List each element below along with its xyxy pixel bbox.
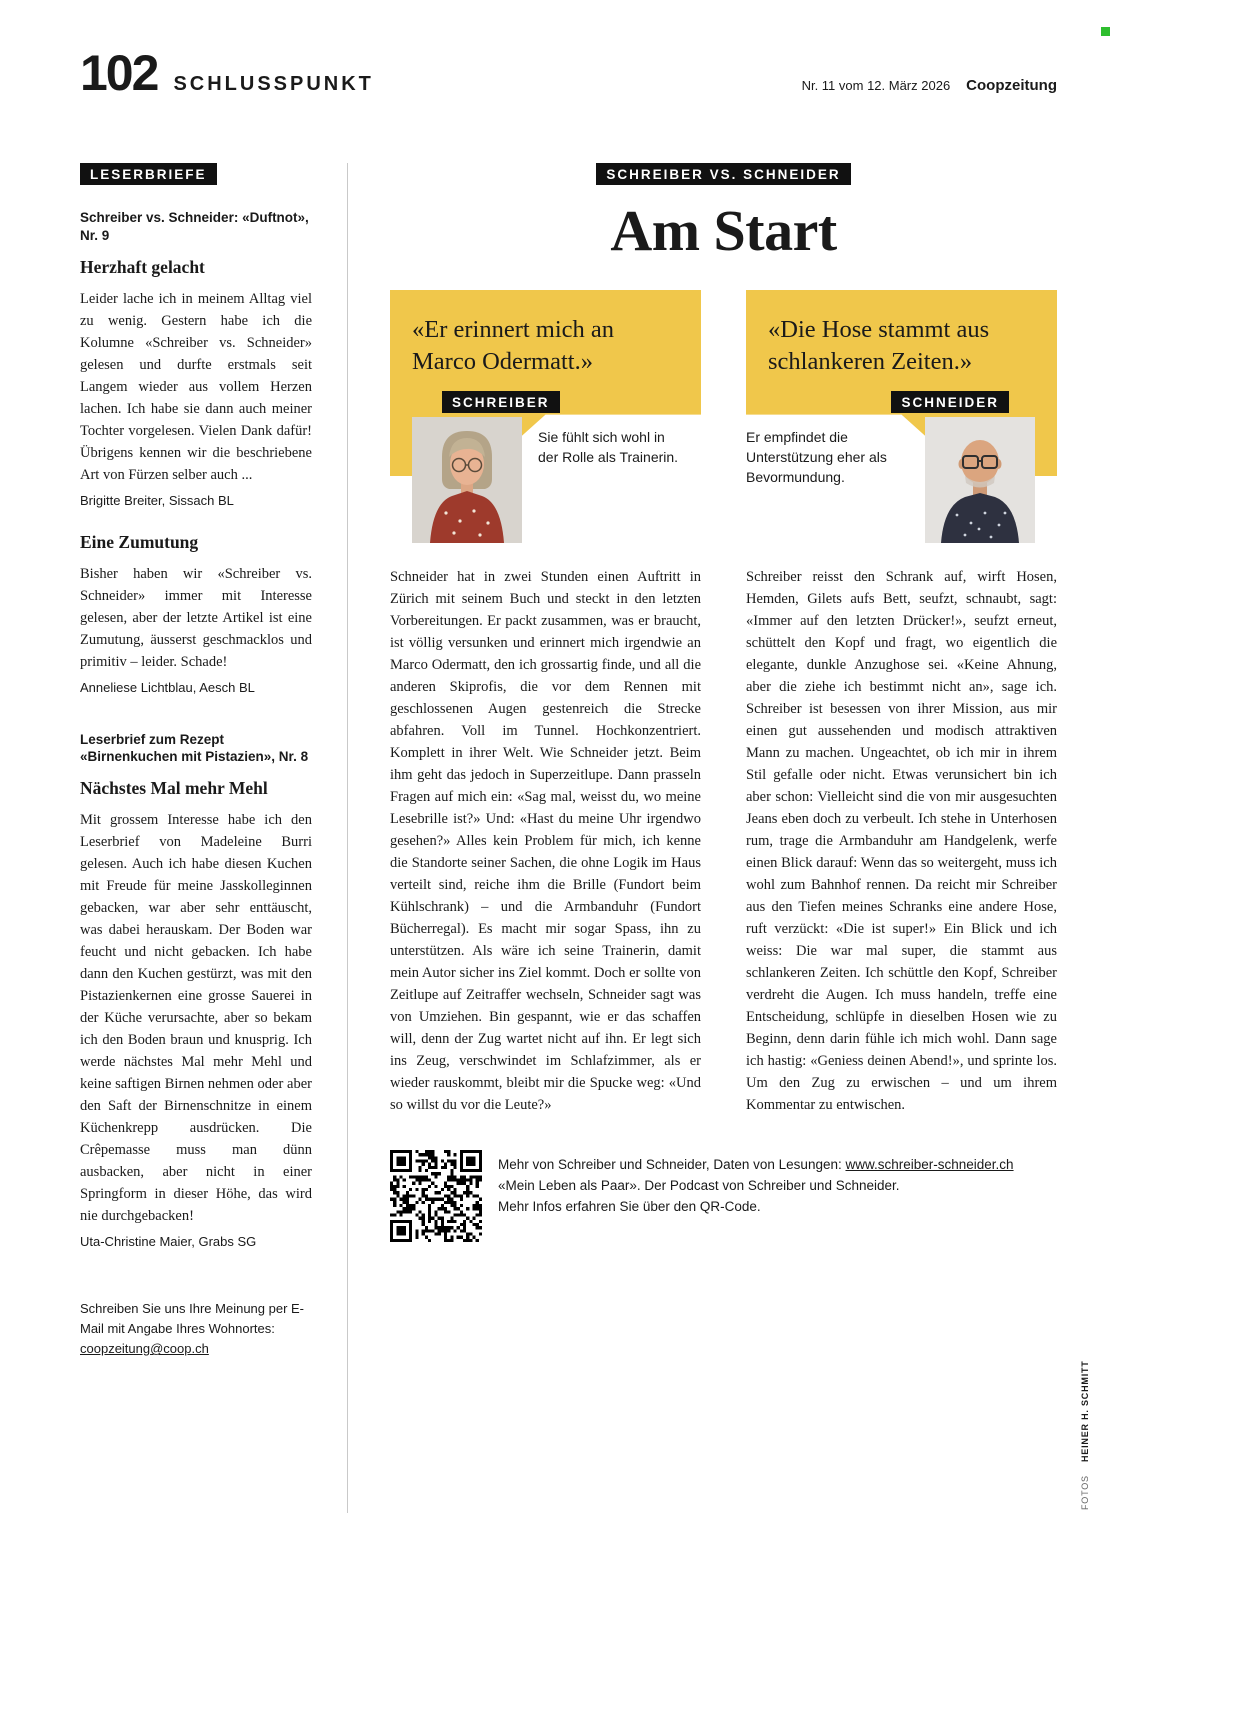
photo-credit-name: HEINER H. SCHMITT (1080, 1360, 1090, 1462)
article-body (390, 566, 1057, 1116)
portrait-schreiber-photo (412, 417, 522, 543)
photo-caption: Sie fühlt sich wohl in der Rolle als Trainerin. (538, 428, 679, 465)
contact-email-link[interactable]: coopzeitung@coop.ch (80, 1341, 209, 1357)
speaker-label: SCHNEIDER (891, 391, 1009, 413)
letters-label: LESERBRIEFE (80, 163, 217, 185)
page-header (80, 45, 1057, 101)
page-number: 102 (80, 45, 158, 101)
footer-line-3: Mehr Infos erfahren Sie über den QR-Code. (498, 1199, 761, 1214)
quote-text: «Er erinnert mich an Marco Odermatt.» (412, 316, 615, 375)
quote-media (390, 417, 701, 543)
photo-caption: Er empfindet die Unterstützung eher als Bevormundung. (746, 428, 887, 486)
letter (80, 209, 312, 508)
quote-box-schreiber (390, 290, 701, 542)
letter (80, 731, 312, 1250)
speaker-label-row (390, 391, 701, 413)
quote-text: «Die Hose stammt aus schlankeren Zeiten.» (768, 316, 990, 375)
letter-body: Leider lache ich in meinem Alltag viel zu wenig. Gestern habe ich die Kolumne «Schreiber vs. Schneider» gelesen und durfte erstmals seit Langem wieder aus vollem Herzen lachen. Ich habe sie dann auch meiner Tochter vorgelesen. Vielen Dank dafür! Übrigens kennen wir die beschriebene Art von Fürzen selber auch ... (80, 290, 312, 483)
article-text-left: Schneider hat in zwei Stunden einen Auftritt in Zürich mit seinem Buch und steckt in den letzten Vorbereitungen. Er packt zusammen, was er braucht, ist völlig versunken und erinnert mich irgendwie an Marco Odermatt, den ich grossartig finde, und all die anderen Skiprofis, die vor dem Rennen mit geschlossenen Augen gestenreich die Strecke abfahren. Voll im Tunnel. Hochkonzentriert. Komplett in ihrer Welt. Wie Schneider jetzt. Beim ihm geht das jedoch in Superzeitlupe. Dann prasseln Fragen auf mich ein: «Sag mal, weisst du, wo meine Lesebrille ist?» Und: «Hast du meine Uhr irgendwo gesehen?» Alles kein Problem für mich, ich kenne die Standorte seiner Sachen, die ohne Logik im Haus verteilt sind, reiche ihm die Brille (Fundort beim Kühlschrank) – und die Armbanduhr (Fundort Bücherregal). Es macht mir sogar Spass, ihn zu unterstützen. Als wäre ich seine Trainerin, damit mein Autor sicher ins Ziel kommt. Doch er sollte von Zeitlupe auf Zeitraffer wechseln, Schneider sagt was von Umziehen. Bin gespannt, wie er das schaffen will, denn der Zug wartet nicht auf ihn. Er legt sich ins Zeug, verschwindet im Schlafzimmer, als er wieder rauskommt, bleibt mir die Spucke weg: «Und so willst du vor die Leute?» (390, 569, 701, 1113)
portrait-schneider-photo (925, 417, 1035, 543)
letter-title: Herzhaft gelacht (80, 256, 205, 277)
article-label: SCHREIBER VS. SCHNEIDER (596, 163, 850, 185)
speaker-label-row (746, 391, 1057, 413)
page-content (80, 163, 1057, 1513)
footer-text (498, 1150, 1014, 1217)
letter (80, 532, 312, 695)
section-title: SCHLUSSPUNKT (173, 73, 374, 95)
quotes-row (390, 290, 1057, 542)
quote-box-schneider (746, 290, 1057, 542)
letters-column (80, 163, 312, 1513)
footer-line-1-text: Mehr von Schreiber und Schneider, Daten von Lesungen: (498, 1157, 846, 1172)
article-footer (390, 1150, 1057, 1242)
footer-line-2: «Mein Leben als Paar». Der Podcast von Schreiber und Schneider. (498, 1178, 900, 1193)
print-registration-mark (1101, 27, 1110, 36)
letter-author: Brigitte Breiter, Sissach BL (80, 492, 234, 508)
letter-title: Eine Zumutung (80, 531, 199, 552)
website-link[interactable]: www.schreiber-schneider.ch (845, 1157, 1014, 1172)
article-label-row (390, 163, 1057, 185)
letter-title: Nächstes Mal mehr Mehl (80, 778, 268, 799)
letter-author: Uta-Christine Maier, Grabs SG (80, 1234, 257, 1250)
speaker-label: SCHREIBER (442, 391, 560, 413)
quote-media (746, 417, 1057, 543)
qr-code (390, 1150, 482, 1242)
article-title: Am Start (610, 198, 837, 263)
letter-body: Bisher haben wir «Schreiber vs. Schneider» immer mit Interesse gelesen, aber der letzte Artikel ist eine Zumutung, äusserst geschmacklos und primitiv – leider. Schade! (80, 565, 312, 670)
photo-credit-label: FOTOS (1080, 1475, 1090, 1510)
article-column (347, 163, 1057, 1513)
contact-box (80, 1299, 312, 1359)
contact-text: Schreiben Sie uns Ihre Meinung per E-Mail mit Angabe Ihres Wohnortes: (80, 1301, 305, 1337)
article-text-right: Schreiber reisst den Schrank auf, wirft Hosen, Hemden, Gilets aufs Bett, seufzt, schnaubt, sagt: «Immer auf den letzten Drücker!», seufzt erneut, schüttelt den Kopf und fragt, wo eigentlich die elegante, dunkle Anzughose sei. «Keine Ahnung, aber die ziehe ich bestimmt nicht an», sage ich. Schreiber ist besessen von ihrer Mission, aus mir einen gut aussehenden und modisch attraktiven Mann zu machen. Ungeachtet, ob ich mir in ihrem Stil gefalle oder nicht. Etwas verunsichert bin ich aber schon: Vielleicht sind die von mir ausgesuchten Jeans eben doch zu verbeult. Ich stehe in Unterhosen rum, trage die Armbanduhr am Handgelenk, werfe einen Blick darauf: Wenn das so weitergeht, muss ich wohl zum Bahnhof rennen. Da reicht mir Schreiber aus den Tiefen meines Schranks eine andere Hose, ruft verzückt: «Die ist super!» Ein Blick und ich weiss: Die war mal super, die stammt aus schlankeren Zeiten. Ich schüttle den Kopf, Schreiber verdreht die Augen. Ich muss handeln, treffe eine Entscheidung, schlüpfe in dieselben Hosen wie zu Beginn, denn darin fühle ich mich wohl. Dann sage ich hastig: «Geniess deinen Abend!», und sprinte los. Um den Zug zu erwischen – und um ihrem Kommentar zu entwischen. (746, 569, 1057, 1113)
letter-reference: Schreiber vs. Schneider: «Duftnot», Nr. 9 (80, 210, 309, 243)
letter-body: Mit grossem Interesse habe ich den Leserbrief von Madeleine Burri gelesen. Auch ich habe diesen Kuchen mit Freude für meine Jasskolleginnen gebacken, war aber sehr enttäuscht, was dabei herauskam. Der Boden war feucht und nicht gebacken. Ich habe dann den Kuchen gestürzt, was mit den Pistazienkernen eine grosse Sauerei in der Küche verursachte, aber so bekam ich den Boden braun und knusprig. Ich werde nächstes Mal mehr Mehl und keine saftigen Birnen nehmen oder aber den Saft der Birnenschnitze in einem Küchenkrepp ausdrücken. Die Crêpemasse muss man dünn ausbacken, aber nicht in einer Springform in dieser Höhe, das wird nie durchgebacken! (80, 812, 312, 1225)
footer-line-1 (498, 1154, 1014, 1175)
letter-reference: Leserbrief zum Rezept «Birnenkuchen mit Pistazien», Nr. 8 (80, 731, 309, 765)
issue-info (802, 77, 1057, 94)
issue-date: Nr. 11 vom 12. März 2026 (801, 78, 951, 93)
brand-name: Coopzeitung (966, 77, 1057, 94)
photo-credit (1080, 1338, 1090, 1510)
letter-author: Anneliese Lichtblau, Aesch BL (80, 679, 255, 695)
